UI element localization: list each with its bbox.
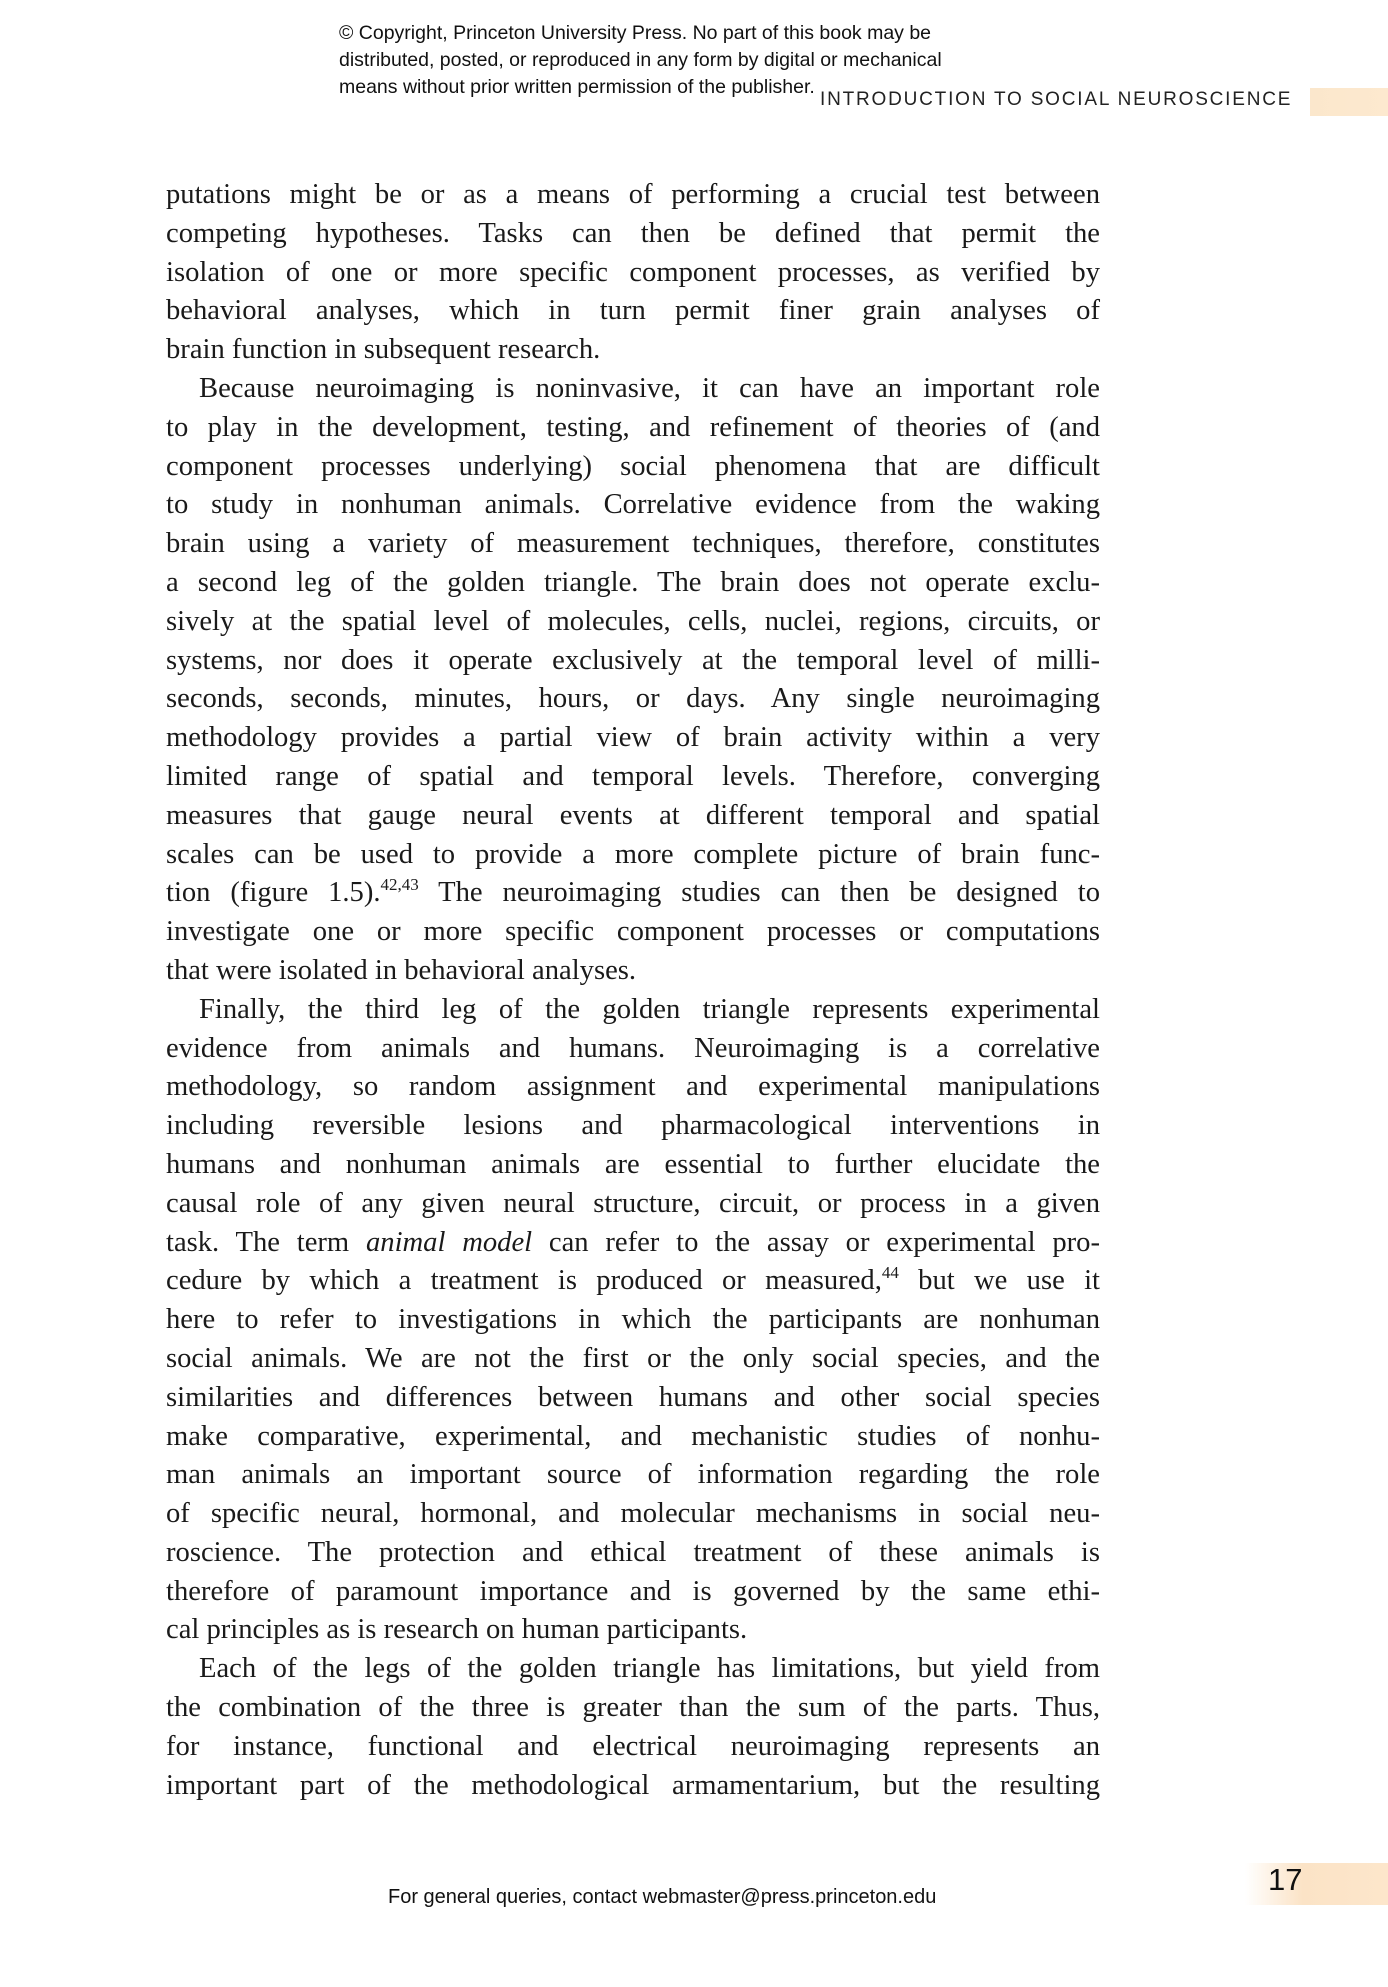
citation-superscript: 44	[881, 1263, 899, 1283]
copyright-line: © Copyright, Princeton University Press. No part of this book may be	[339, 22, 932, 44]
text-line: behavioral analyses, which in turn permit finer grain analyses of	[166, 295, 1100, 327]
text-line: putations might be or as a means of performing a crucial test between	[166, 179, 1100, 210]
running-head: INTRODUCTION TO SOCIAL NEUROSCIENCE	[820, 89, 1293, 110]
text-line: for instance, functional and electrical neuroimaging represents an	[166, 1730, 1100, 1762]
text-line: a second leg of the golden triangle. The brain does not operate exclu-	[166, 566, 1100, 598]
text-line: brain function in subsequent research.	[166, 334, 601, 366]
text-line: social animals. We are not the first or the only social species, and the	[166, 1342, 1100, 1374]
text-line	[166, 1262, 1100, 1301]
text-line: component processes underlying) social phenomena that are difficult	[166, 450, 1100, 482]
text-line	[166, 1224, 1100, 1263]
text-line: the combination of the three is greater than the sum of the parts. Thus,	[166, 1692, 1100, 1724]
text-segment: The neuroimaging studies can then be designed to	[418, 877, 1100, 909]
italic-term: animal model	[365, 1226, 533, 1258]
text-line	[166, 874, 1100, 913]
text-segment: can refer to the assay or experimental pro-	[532, 1226, 1100, 1258]
text-line: seconds, seconds, minutes, hours, or days. Any single neuroimaging	[166, 683, 1100, 715]
text-line: man animals an important source of information regarding the role	[166, 1459, 1100, 1491]
text-segment: but we use it	[898, 1265, 1100, 1297]
text-line: systems, nor does it operate exclusively at the temporal level of milli-	[166, 644, 1100, 676]
text-line: evidence from animals and humans. Neuroimaging is a correlative	[166, 1032, 1100, 1064]
text-line: important part of the methodological armamentarium, but the resulting	[166, 1769, 1100, 1801]
copyright-notice	[339, 20, 1059, 101]
page-number: 17	[1268, 1862, 1303, 1897]
text-line: that were isolated in behavioral analyses.	[166, 954, 637, 986]
citation-superscript: 42,43	[380, 875, 419, 895]
text-line: Finally, the third leg of the golden triangle represents experimental	[199, 993, 1100, 1025]
text-line: here to refer to investigations in which the participants are nonhuman	[166, 1304, 1100, 1336]
footer-contact: For general queries, contact webmaster@press.princeton.edu	[388, 1886, 937, 1908]
text-line: causal role of any given neural structure, circuit, or process in a given	[166, 1187, 1100, 1219]
text-line: similarities and differences between humans and other social species	[166, 1381, 1100, 1413]
text-line: Each of the legs of the golden triangle has limitations, but yield from	[199, 1653, 1100, 1685]
text-line: make comparative, experimental, and mechanistic studies of nonhu-	[166, 1420, 1100, 1452]
text-line: scales can be used to provide a more complete picture of brain func-	[166, 838, 1100, 870]
running-head-accent-bar	[1310, 88, 1388, 116]
text-line: brain using a variety of measurement techniques, therefore, constitutes	[166, 528, 1100, 560]
text-line: to study in nonhuman animals. Correlative evidence from the waking	[166, 489, 1100, 521]
page-number-accent-bar	[1245, 1863, 1388, 1905]
text-line: sively at the spatial level of molecules, cells, nuclei, regions, circuits, or	[166, 605, 1100, 637]
text-line: roscience. The protection and ethical treatment of these animals is	[166, 1536, 1100, 1568]
text-line: of specific neural, hormonal, and molecular mechanisms in social neu-	[166, 1498, 1100, 1530]
body-text	[166, 176, 1100, 1805]
text-line: isolation of one or more specific component processes, as verified by	[166, 256, 1100, 288]
copyright-line: means without prior written permission of the publisher.	[339, 76, 815, 98]
text-line: methodology, so random assignment and experimental manipulations	[166, 1071, 1100, 1103]
text-line: limited range of spatial and temporal levels. Therefore, converging	[166, 760, 1100, 792]
text-line: competing hypotheses. Tasks can then be defined that permit the	[166, 217, 1100, 249]
text-line: cal principles as is research on human participants.	[166, 1614, 748, 1646]
text-line: methodology provides a partial view of brain activity within a very	[166, 722, 1100, 754]
text-segment: task. The term	[166, 1226, 366, 1258]
text-segment: cedure by which a treatment is produced or measured,	[166, 1265, 882, 1297]
text-line: humans and nonhuman animals are essential to further elucidate the	[166, 1148, 1100, 1180]
text-line: Because neuroimaging is noninvasive, it can have an important role	[199, 372, 1100, 404]
text-line: investigate one or more specific component processes or computations	[166, 916, 1100, 948]
text-line: therefore of paramount importance and is governed by the same ethi-	[166, 1575, 1100, 1607]
text-line: to play in the development, testing, and refinement of theories of (and	[166, 411, 1100, 443]
text-segment: tion (figure 1.5).	[166, 877, 381, 909]
copyright-line: distributed, posted, or reproduced in any form by digital or mechanical	[339, 49, 942, 71]
text-line: measures that gauge neural events at different temporal and spatial	[166, 799, 1100, 831]
text-line: including reversible lesions and pharmacological interventions in	[166, 1110, 1100, 1142]
